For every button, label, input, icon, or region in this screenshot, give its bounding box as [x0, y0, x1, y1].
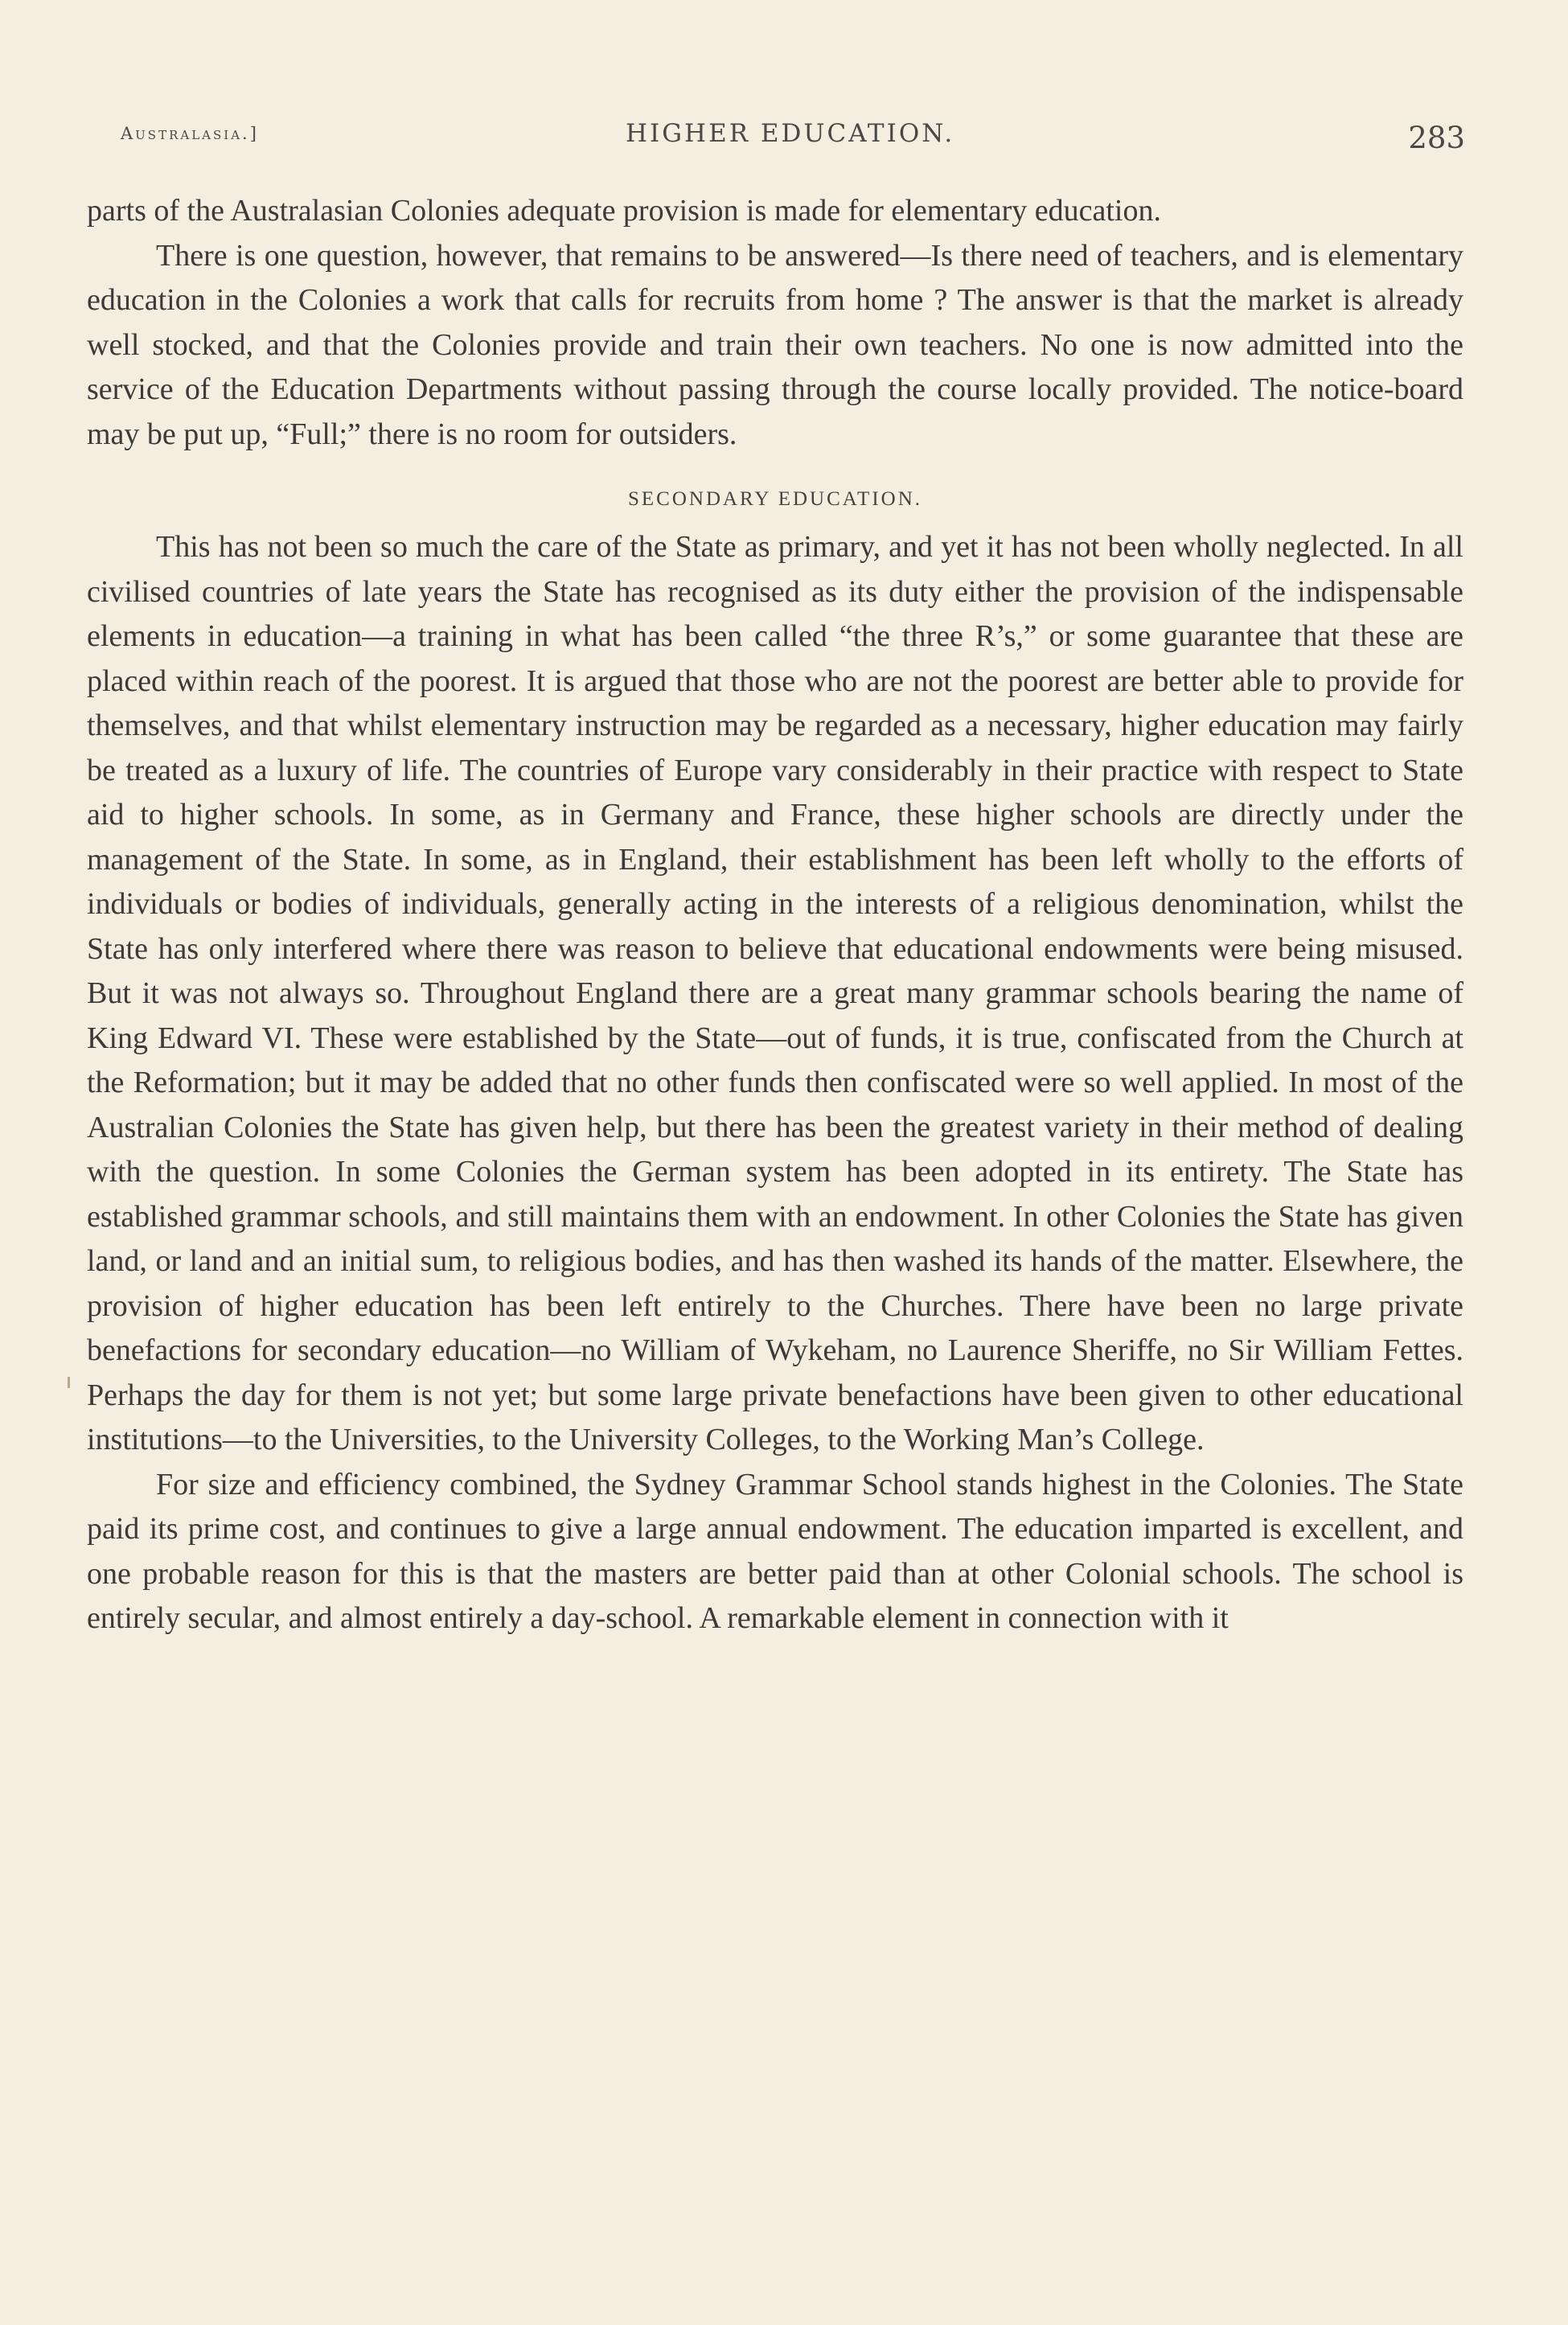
paragraph-secondary-education: This has not been so much the care of the State as primary, and yet it has not been wholly neglected. In all civilised countries of late years the State has recognised as its duty either the provision of the indispensable elements in education—a training in what has been called “the three R’s,” or some guarantee that these are placed within reach of the poorest. It is argued that those who are not the poorest are better able to provide for themselves, and that whilst elementary instruction may be regarded as a necessary, higher education may fairly be treated as a luxury of life. The countries of Europe vary considerably in their practice with respect to State aid to higher schools. In some, as in Germany and France, these higher schools are directly under the management of the State. In some, as in England, their establishment has been left wholly to the efforts of individuals or bodies of individuals, generally acting in the interests of a religious denomination, whilst the State has only interfered where there was reason to believe that educational endowments were being misused. But it was not always so. Throughout England there are a great many grammar schools bearing the name of King Edward VI. These were established by the State—out of funds, it is true, confiscated from the Church at the Reformation; but it may be added that no other funds then confiscated were so well applied. In most of the Australian Colonies the State has given help, but there has been the greatest variety in their method of dealing with the question. In some Colonies the German system has been adopted in its entirety. The State has established grammar schools, and still maintains them with an endowment. In other Colonies the State has given land, or land and an initial sum, to religious bodies, and has then washed its hands of the matter. Elsewhere, the provision of higher education has been left entirely to the Churches. There have been no large private benefactions for secondary education—no William of Wykeham, no Laurence Sheriffe, no Sir William Fettes. Perhaps the day for them is not yet; but some large private benefactions have been given to other educational institutions—to the Universities, to the University Colleges, to the Working Man’s College.	[87, 530, 1463, 1456]
section-heading: SECONDARY EDUCATION.	[627, 488, 923, 510]
body-text	[87, 189, 1463, 1641]
running-title: HIGHER EDUCATION.	[626, 119, 955, 148]
paragraph-teachers: There is one question, however, that remains to be answered—Is there need of teachers, and is elementary education in the Colonies a work that calls for recruits from home ? The answer is that the market is already well stocked, and that the Colonies provide and train their own teachers. No one is now admitted into the service of the Education Departments without passing through the course locally provided. The notice-board may be put up, “Full;” there is no room for outsiders.	[87, 238, 1463, 451]
running-section-label: Australasia.]	[121, 124, 259, 143]
paragraph-continued: parts of the Australasian Colonies adequate provision is made for elementary education.	[87, 194, 1161, 228]
page-number: 283	[1408, 121, 1465, 155]
running-header	[121, 119, 1465, 159]
paragraph-sydney-grammar: For size and efficiency combined, the Sydney Grammar School stands highest in the Colonies. The State paid its prime cost, and continues to give a large annual endowment. The education imparted is excellent, and one probable reason for this is that the masters are better paid than at other Colonial schools. The school is entirely secular, and almost entirely a day-school. A remarkable element in connection with it	[87, 1467, 1463, 1635]
margin-mark	[68, 1377, 70, 1388]
